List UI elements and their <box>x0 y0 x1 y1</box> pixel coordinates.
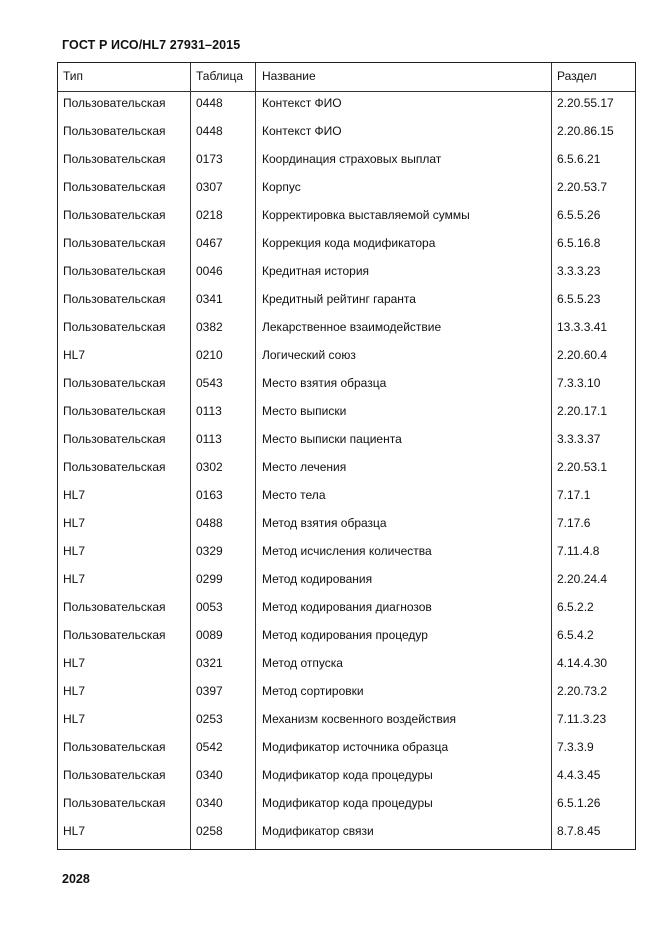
table-row <box>58 348 635 376</box>
cell-section: 6.5.5.26 <box>557 208 601 222</box>
cell-section: 7.3.3.9 <box>557 740 594 754</box>
cell-name: Корректировка выставляемой суммы <box>262 208 470 222</box>
cell-type: Пользовательская <box>63 740 166 754</box>
cell-name: Метод кодирования <box>262 572 373 586</box>
cell-name: Метод кодирования процедур <box>262 628 428 642</box>
table-row <box>58 740 635 768</box>
cell-section: 6.5.16.8 <box>557 236 601 250</box>
table-row <box>58 796 635 824</box>
cell-name: Контекст ФИО <box>262 96 342 110</box>
table-row <box>58 432 635 460</box>
cell-table: 0210 <box>196 348 223 362</box>
cell-name: Логический союз <box>262 348 356 362</box>
table-row <box>58 600 635 628</box>
cell-name: Место взятия образца <box>262 376 387 390</box>
cell-table: 0382 <box>196 320 223 334</box>
cell-section: 2.20.24.4 <box>557 572 608 586</box>
cell-name: Метод взятия образца <box>262 516 387 530</box>
cell-name: Место лечения <box>262 460 347 474</box>
table-row <box>58 376 635 404</box>
cell-section: 2.20.53.7 <box>557 180 608 194</box>
cell-table: 0340 <box>196 768 223 782</box>
cell-section: 8.7.8.45 <box>557 824 601 838</box>
cell-name: Механизм косвенного воздействия <box>262 712 456 726</box>
cell-name: Модификатор источника образца <box>262 740 449 754</box>
cell-table: 0258 <box>196 824 223 838</box>
cell-section: 3.3.3.23 <box>557 264 601 278</box>
cell-section: 2.20.60.4 <box>557 348 608 362</box>
column-header-section: Раздел <box>557 69 597 83</box>
cell-name: Метод отпуска <box>262 656 343 670</box>
cell-section: 7.17.6 <box>557 516 591 530</box>
cell-section: 6.5.6.21 <box>557 152 601 166</box>
cell-name: Модификатор связи <box>262 824 374 838</box>
cell-type: Пользовательская <box>63 376 166 390</box>
cell-type: Пользовательская <box>63 600 166 614</box>
cell-table: 0329 <box>196 544 223 558</box>
table-row <box>58 404 635 432</box>
cell-section: 7.3.3.10 <box>557 376 601 390</box>
cell-table: 0218 <box>196 208 223 222</box>
table-row <box>58 460 635 488</box>
cell-section: 4.4.3.45 <box>557 768 601 782</box>
cell-type: Пользовательская <box>63 432 166 446</box>
cell-table: 0488 <box>196 516 223 530</box>
cell-table: 0321 <box>196 656 223 670</box>
cell-type: Пользовательская <box>63 320 166 334</box>
table-row <box>58 152 635 180</box>
cell-type: HL7 <box>63 544 86 558</box>
cell-type: Пользовательская <box>63 96 166 110</box>
table-row <box>58 236 635 264</box>
cell-table: 0340 <box>196 796 223 810</box>
cell-table: 0543 <box>196 376 223 390</box>
cell-name: Модификатор кода процедуры <box>262 768 433 782</box>
cell-type: Пользовательская <box>63 404 166 418</box>
table-row <box>58 684 635 712</box>
table-row <box>58 516 635 544</box>
cell-type: Пользовательская <box>63 236 166 250</box>
cell-type: HL7 <box>63 684 86 698</box>
cell-section: 2.20.73.2 <box>557 684 608 698</box>
cell-section: 6.5.4.2 <box>557 628 594 642</box>
cell-table: 0467 <box>196 236 223 250</box>
table-row <box>58 180 635 208</box>
header-divider <box>58 91 635 92</box>
cell-name: Место выписки <box>262 404 347 418</box>
table-row <box>58 208 635 236</box>
cell-name: Лекарственное взаимодействие <box>262 320 442 334</box>
cell-table: 0341 <box>196 292 223 306</box>
cell-name: Модификатор кода процедуры <box>262 796 433 810</box>
cell-table: 0163 <box>196 488 223 502</box>
table-row <box>58 824 635 852</box>
cell-table: 0448 <box>196 96 223 110</box>
cell-type: HL7 <box>63 824 86 838</box>
cell-type: Пользовательская <box>63 208 166 222</box>
cell-type: HL7 <box>63 656 86 670</box>
cell-name: Кредитная история <box>262 264 370 278</box>
cell-section: 13.3.3.41 <box>557 320 608 334</box>
cell-section: 7.11.4.8 <box>557 544 600 558</box>
cell-type: Пользовательская <box>63 796 166 810</box>
table-row <box>58 544 635 572</box>
cell-type: Пользовательская <box>63 152 166 166</box>
cell-table: 0397 <box>196 684 223 698</box>
cell-section: 6.5.2.2 <box>557 600 594 614</box>
data-table <box>57 62 636 850</box>
cell-name: Место выписки пациента <box>262 432 402 446</box>
table-row <box>58 320 635 348</box>
cell-name: Метод исчисления количества <box>262 544 432 558</box>
cell-name: Метод кодирования диагнозов <box>262 600 432 614</box>
cell-type: Пользовательская <box>63 292 166 306</box>
cell-table: 0089 <box>196 628 223 642</box>
column-header-name: Название <box>262 69 316 83</box>
cell-name: Кредитный рейтинг гаранта <box>262 292 416 306</box>
cell-table: 0053 <box>196 600 223 614</box>
cell-section: 2.20.53.1 <box>557 460 608 474</box>
cell-table: 0113 <box>196 404 222 418</box>
cell-section: 6.5.5.23 <box>557 292 601 306</box>
cell-type: Пользовательская <box>63 124 166 138</box>
cell-type: Пользовательская <box>63 460 166 474</box>
column-header-type: Тип <box>63 69 84 83</box>
cell-table: 0302 <box>196 460 223 474</box>
cell-type: Пользовательская <box>63 180 166 194</box>
table-row <box>58 572 635 600</box>
cell-table: 0299 <box>196 572 223 586</box>
table-row <box>58 712 635 740</box>
cell-name: Коррекция кода модификатора <box>262 236 436 250</box>
table-row <box>58 628 635 656</box>
cell-section: 3.3.3.37 <box>557 432 601 446</box>
cell-type: Пользовательская <box>63 264 166 278</box>
cell-name: Метод сортировки <box>262 684 364 698</box>
page-number: 2028 <box>62 872 90 886</box>
cell-name: Корпус <box>262 180 301 194</box>
cell-table: 0046 <box>196 264 223 278</box>
cell-table: 0113 <box>196 432 222 446</box>
cell-type: HL7 <box>63 488 86 502</box>
cell-type: HL7 <box>63 348 86 362</box>
cell-section: 7.11.3.23 <box>557 712 607 726</box>
table-row <box>58 96 635 124</box>
cell-table: 0307 <box>196 180 223 194</box>
cell-section: 2.20.17.1 <box>557 404 608 418</box>
cell-name: Координация страховых выплат <box>262 152 442 166</box>
table-row <box>58 768 635 796</box>
cell-table: 0253 <box>196 712 223 726</box>
cell-name: Контекст ФИО <box>262 124 342 138</box>
cell-section: 2.20.86.15 <box>557 124 614 138</box>
table-row <box>58 124 635 152</box>
cell-table: 0448 <box>196 124 223 138</box>
cell-table: 0542 <box>196 740 223 754</box>
cell-section: 6.5.1.26 <box>557 796 601 810</box>
table-row <box>58 656 635 684</box>
cell-section: 2.20.55.17 <box>557 96 614 110</box>
cell-section: 4.14.4.30 <box>557 656 608 670</box>
cell-type: Пользовательская <box>63 628 166 642</box>
cell-table: 0173 <box>196 152 223 166</box>
cell-type: Пользовательская <box>63 768 166 782</box>
cell-type: HL7 <box>63 572 86 586</box>
cell-section: 7.17.1 <box>557 488 591 502</box>
cell-name: Место тела <box>262 488 326 502</box>
table-row <box>58 264 635 292</box>
document-header: ГОСТ Р ИСО/HL7 27931–2015 <box>62 38 241 52</box>
cell-type: HL7 <box>63 712 86 726</box>
column-header-table: Таблица <box>196 69 244 83</box>
table-row <box>58 292 635 320</box>
table-row <box>58 488 635 516</box>
cell-type: HL7 <box>63 516 86 530</box>
